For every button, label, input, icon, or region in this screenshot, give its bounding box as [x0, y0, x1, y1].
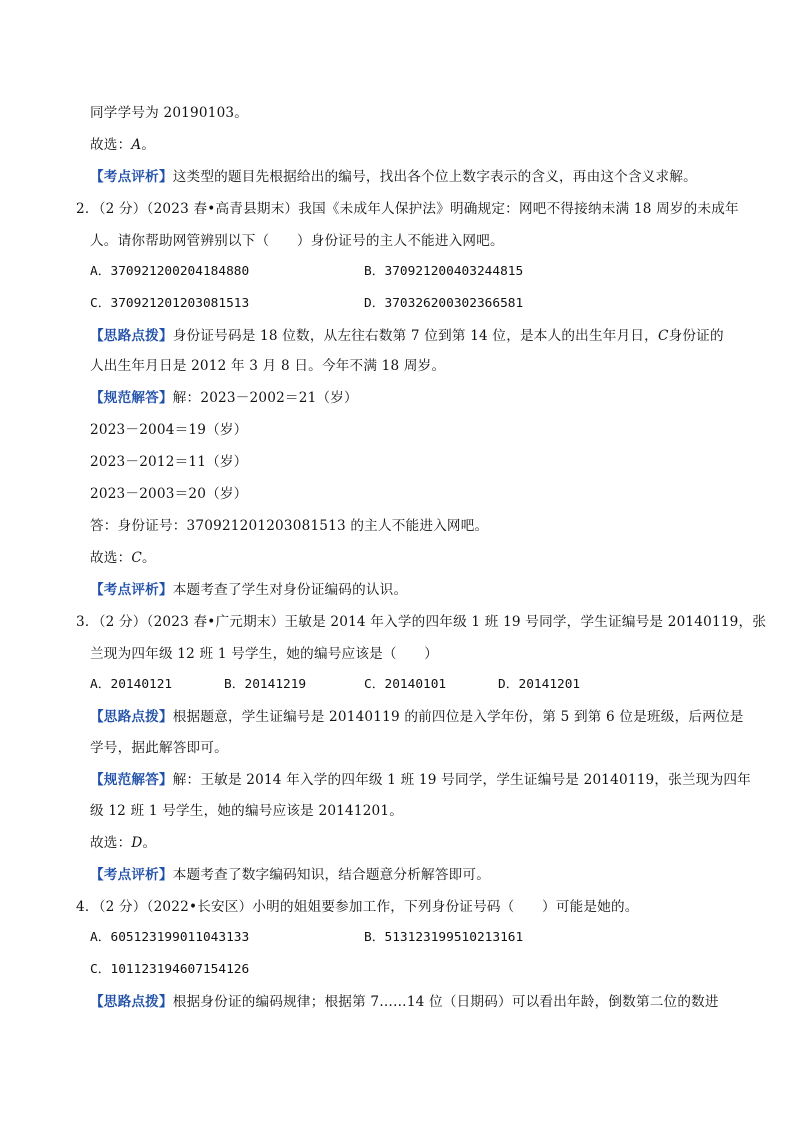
q3-answer-line	[90, 828, 728, 858]
q3-solution-line-2: 级 12 班 1 号学生，她的编号应该是 20141201。	[90, 803, 404, 819]
solution-text: 解：2023－2002＝21（岁）	[172, 390, 358, 406]
answer-prefix: 故选：	[90, 835, 132, 851]
q3-option-d: D．20141201	[498, 677, 581, 692]
q2-option-d: D．370326200302366581	[364, 296, 524, 311]
q3-hint-line-2: 学号，据此解答即可。	[90, 740, 228, 756]
q2-stem-line-1: 2．（2 分）（2023 春•高青县期末）我国《未成年人保护法》明确规定：网吧不得接纳未满 18 周岁的未成年	[76, 201, 739, 217]
hint-letter: C	[657, 328, 669, 344]
hint-text: 身份证的	[668, 328, 724, 344]
hint-text: 根据身份证的编码规律；根据第 7……14 位（日期码）可以看出年龄，倒数第二位的数进	[172, 994, 719, 1010]
solution-text: 解：王敏是 2014 年入学的四年级 1 班 19 号同学，学生证编号是 20140119，张兰现为四年	[172, 772, 751, 788]
hint-tag: 【思路点拨】	[90, 709, 173, 725]
answer-letter: C	[131, 550, 142, 566]
eval-tag: 【考点评析】	[90, 582, 173, 598]
q4-option-b: B．513123199510213161	[364, 930, 524, 945]
solution-tag: 【规范解答】	[90, 390, 173, 406]
answer-suffix: 。	[142, 835, 157, 851]
q3-solution-line-1	[90, 765, 751, 795]
q2-solution-line-1	[90, 383, 728, 413]
q2-hint-line-1	[90, 321, 728, 351]
q3-stem-line-1: 3．（2 分）（2023 春•广元期末）王敏是 2014 年入学的四年级 1 班 19 号同学，学生证编号是 20140119，张	[76, 614, 767, 630]
q2-solution-line-4: 2023－2003＝20（岁）	[90, 486, 248, 502]
q3-option-a: A．20140121	[90, 677, 173, 692]
q2-answer-line	[90, 543, 728, 573]
answer-letter: A	[131, 137, 142, 153]
hint-text: 身份证号码是 18 位数，从左往右数第 7 位到第 14 位，是本人的出生年月日，	[172, 328, 658, 344]
q2-hint-line-2: 人出生年月日是 2012 年 3 月 8 日。今年不满 18 周岁。	[90, 358, 446, 374]
eval-text: 本题考查了数字编码知识，结合题意分析解答即可。	[172, 867, 491, 883]
q2-option-a: A．370921200204184880	[90, 264, 250, 279]
q3-eval-line	[90, 860, 728, 890]
prev-eval-line	[90, 162, 728, 192]
q2-solution-line-5: 答：身份证号：370921201203081513 的主人不能进入网吧。	[90, 518, 489, 534]
eval-text: 本题考查了学生对身份证编码的认识。	[172, 582, 408, 598]
answer-suffix: 。	[142, 550, 156, 566]
q2-option-b: B．370921200403244815	[364, 264, 524, 279]
hint-tag: 【思路点拨】	[90, 994, 173, 1010]
q4-stem-line-1: 4．（2 分）（2022•长安区）小明的姐姐要参加工作，下列身份证号码（ ）可能是她的。	[76, 899, 639, 915]
hint-tag: 【思路点拨】	[90, 328, 173, 344]
answer-letter: D	[131, 835, 143, 851]
q2-stem-line-2: 人。请你帮助网管辨别以下（ ）身份证号的主人不能进入网吧。	[90, 233, 504, 249]
q2-solution-line-2: 2023－2004＝19（岁）	[90, 422, 248, 438]
eval-tag: 【考点评析】	[90, 867, 173, 883]
q3-stem-line-2: 兰现为四年级 12 班 1 号学生，她的编号应该是（ ）	[90, 646, 439, 662]
q2-solution-line-3: 2023－2012＝11（岁）	[90, 454, 248, 470]
prev-text-line: 同学学号为 20190103。	[90, 105, 249, 121]
hint-text: 根据题意，学生证编号是 20140119 的前四位是入学年份，第 5 到第 6 位是班级，后两位是	[172, 709, 744, 725]
answer-prefix: 故选：	[90, 550, 132, 566]
eval-text: 这类型的题目先根据给出的编号，找出各个位上数字表示的含义，再由这个含义求解。	[172, 169, 697, 185]
answer-suffix: 。	[141, 137, 156, 153]
answer-prefix: 故选：	[90, 137, 132, 153]
q3-hint-line-1	[90, 702, 744, 732]
q4-option-a: A．605123199011043133	[90, 930, 250, 945]
q3-option-b: B．20141219	[224, 677, 307, 692]
eval-tag: 【考点评析】	[90, 169, 173, 185]
q4-hint-line-1	[90, 987, 728, 1017]
prev-answer-line	[90, 130, 728, 160]
q2-option-c: C．370921201203081513	[90, 296, 250, 311]
q2-eval-line	[90, 575, 728, 605]
q4-option-c: C．101123194607154126	[90, 962, 250, 977]
q3-option-c: C．20140101	[364, 677, 447, 692]
solution-tag: 【规范解答】	[90, 772, 173, 788]
